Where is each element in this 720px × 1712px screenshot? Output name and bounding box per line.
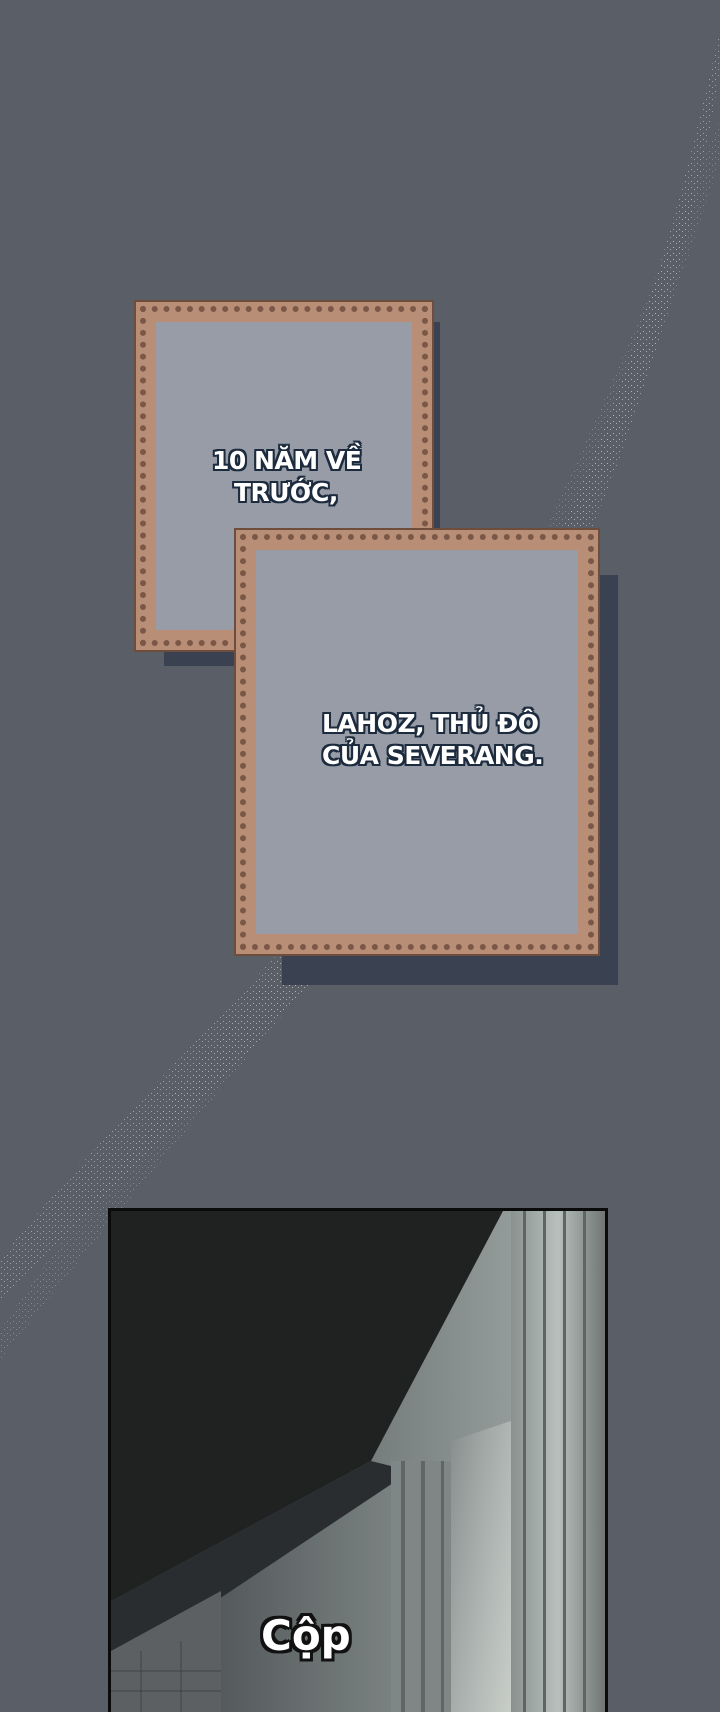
caption-line: LAHOZ, THỦ ĐÔ bbox=[322, 709, 539, 738]
sound-effect: Cộp bbox=[261, 1611, 351, 1660]
narration-caption bbox=[322, 708, 543, 772]
panel-scene bbox=[111, 1211, 605, 1712]
comic-panel bbox=[108, 1208, 608, 1712]
caption-line: 10 NĂM VỀ bbox=[212, 446, 362, 475]
narration-caption bbox=[212, 445, 361, 509]
caption-line: TRƯỚC, bbox=[234, 478, 338, 507]
caption-line: CỦA SEVERANG. bbox=[322, 741, 544, 770]
